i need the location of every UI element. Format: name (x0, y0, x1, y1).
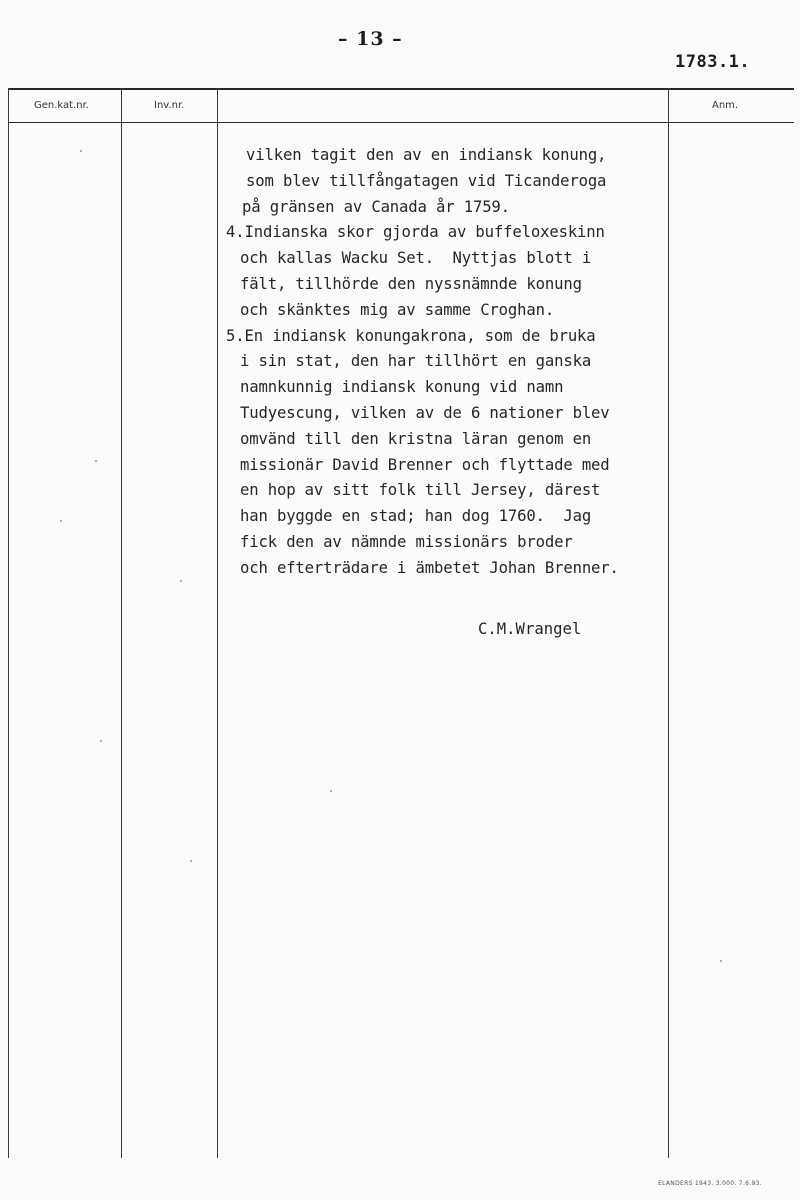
header-bottom-rule (8, 122, 794, 123)
scan-speck (100, 740, 102, 742)
printer-mark: ELANDERS 1943. 3.000. 7.6.93. (658, 1180, 762, 1187)
scan-speck (95, 460, 97, 462)
header-top-rule (8, 88, 794, 90)
text-line: en hop av sitt folk till Jersey, därest (240, 481, 601, 500)
text-line: på gränsen av Canada år 1759. (242, 197, 510, 216)
text-line: 5.En indiansk konungakrona, som de bruka (226, 326, 596, 345)
text-line: 4.Indianska skor gjorda av buffeloxeskinn (226, 223, 605, 242)
scan-speck (60, 520, 62, 522)
column-divider-1 (121, 88, 122, 1158)
column-header-anm: Anm. (712, 100, 739, 111)
text-line: som blev tillfångatagen vid Ticanderoga (246, 171, 607, 190)
scan-speck (80, 150, 82, 152)
scan-speck (190, 860, 192, 862)
text-line: Tudyescung, vilken av de 6 nationer blev (240, 403, 610, 422)
text-line: omvänd till den kristna läran genom en (240, 429, 592, 448)
entry-text (226, 143, 676, 582)
scan-speck (180, 580, 182, 582)
text-line: i sin stat, den har tillhört en ganska (240, 352, 592, 371)
text-line: missionär David Brenner och flyttade med (240, 455, 610, 474)
page-number: – 13 – (338, 28, 403, 50)
text-line: namnkunnig indiansk konung vid namn (240, 378, 564, 397)
column-divider-left (8, 88, 9, 1158)
scan-speck (330, 790, 332, 792)
scan-speck (720, 960, 722, 962)
catalog-number: 1783.1. (675, 52, 751, 72)
column-header-gen-kat: Gen.kat.nr. (34, 100, 89, 111)
text-line: vilken tagit den av en indiansk konung, (246, 146, 607, 164)
text-line: fick den av nämnde missionärs broder (240, 532, 573, 551)
text-line: fält, tillhörde den nyssnämnde konung (240, 274, 582, 293)
column-header-inv: Inv.nr. (154, 100, 185, 111)
column-divider-2 (217, 88, 218, 1158)
text-line: och kallas Wacku Set. Nyttjas blott i (240, 249, 592, 268)
signature: C.M.Wrangel (478, 620, 582, 638)
text-line: och efterträdare i ämbetet Johan Brenner. (240, 558, 619, 577)
text-line: och skänktes mig av samme Croghan. (240, 300, 555, 319)
text-line: han byggde en stad; han dog 1760. Jag (240, 507, 592, 526)
